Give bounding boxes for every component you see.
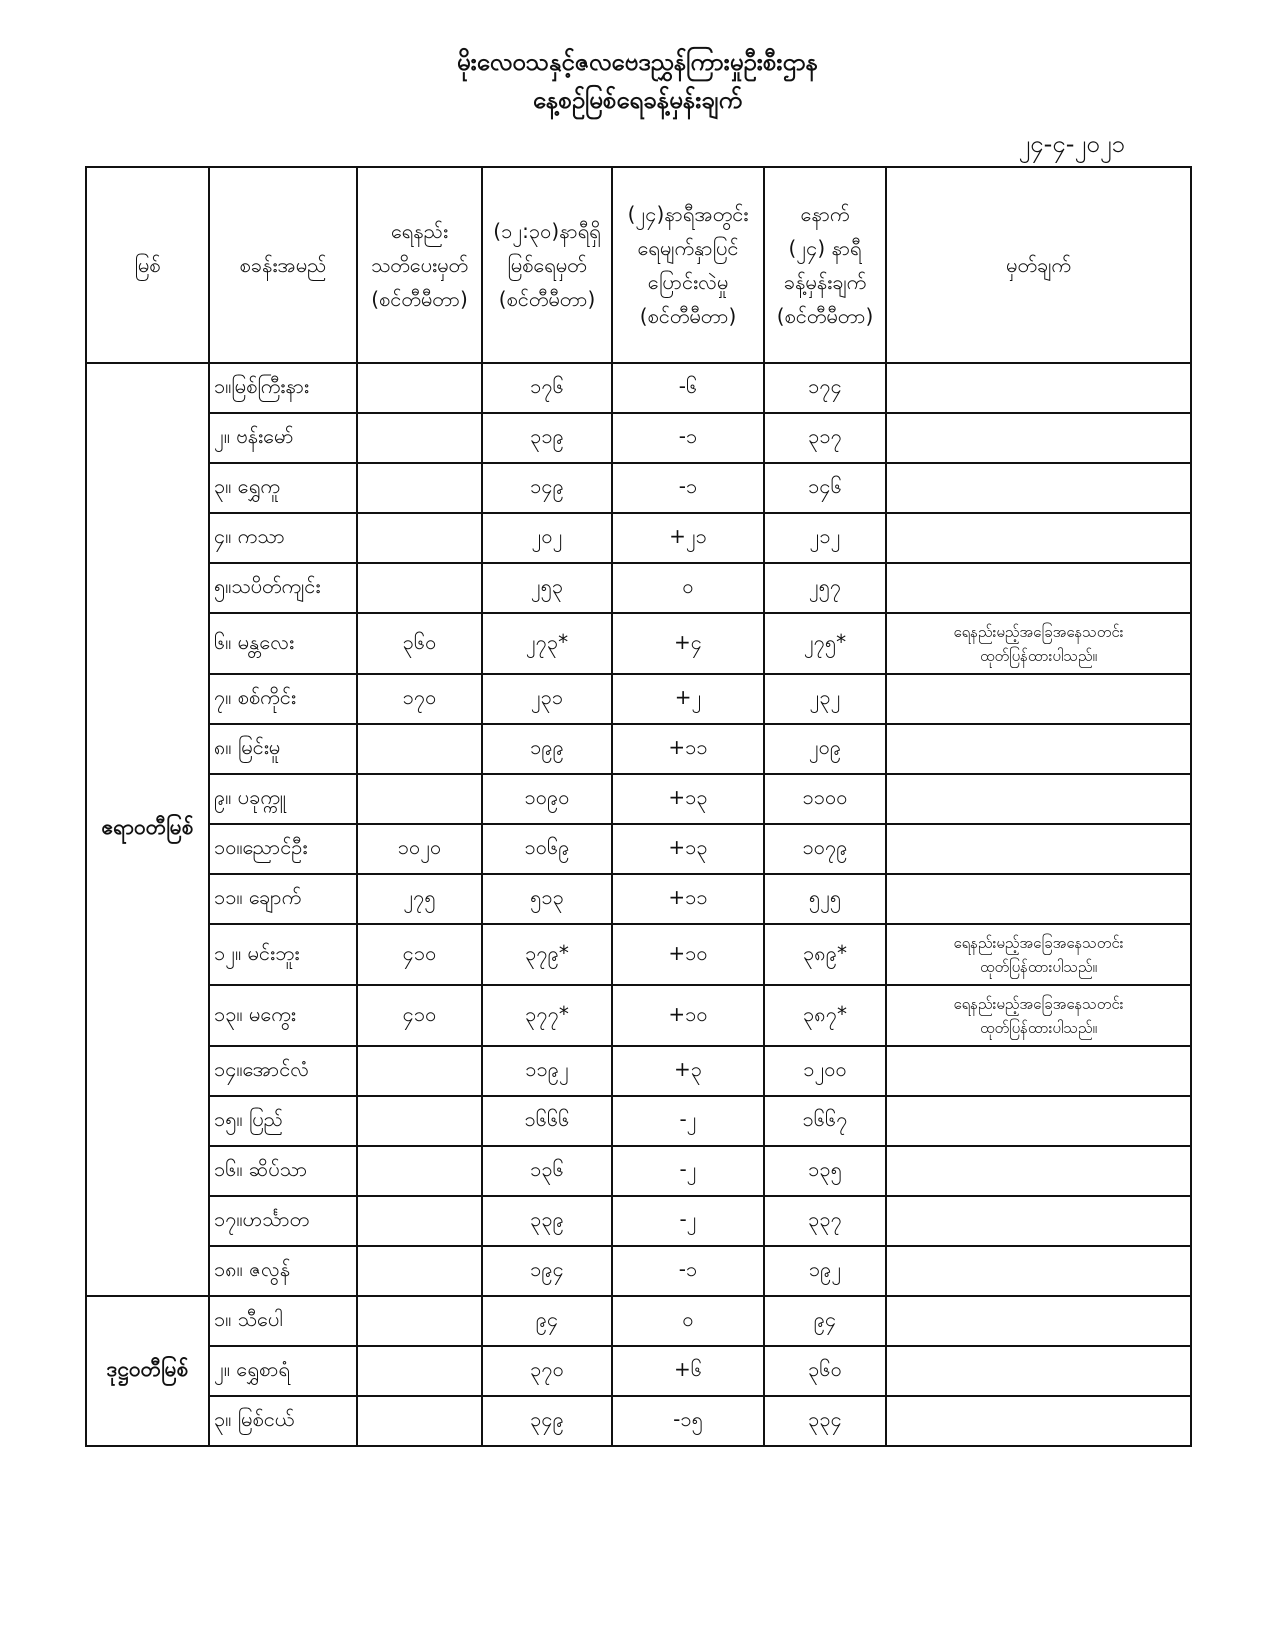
document-date: ၂၄-၄-၂၀၂၁: [1018, 130, 1125, 158]
danger-level-cell: [357, 1046, 482, 1096]
remark-line: ရေနည်းမည့်အခြေအနေသတင်း: [953, 622, 1124, 641]
danger-level-cell: [357, 1196, 482, 1246]
danger-level-cell: [357, 1096, 482, 1146]
change-cell: ၀: [612, 563, 764, 613]
col-header-remarks: မှတ်ချက်: [886, 167, 1191, 363]
change-cell: +၆: [612, 1346, 764, 1396]
table-row: [86, 1046, 1191, 1096]
remarks-cell: [886, 774, 1191, 824]
remarks-cell: [886, 613, 1191, 674]
water-level-cell: ၉၄: [482, 1296, 612, 1346]
water-level-cell: ၁၆၆၆: [482, 1096, 612, 1146]
remarks-cell: [886, 724, 1191, 774]
station-cell: ၁၈။ ဇလွန်: [209, 1246, 357, 1296]
change-cell: -၂: [612, 1196, 764, 1246]
water-level-cell: ၂၇၃*: [482, 613, 612, 674]
change-cell: +၁၀: [612, 985, 764, 1046]
danger-level-cell: [357, 363, 482, 413]
remarks-cell: [886, 413, 1191, 463]
water-level-cell: ၁၉၄: [482, 1246, 612, 1296]
remarks-cell: [886, 1096, 1191, 1146]
station-cell: ၁၂။ မင်းဘူး: [209, 924, 357, 985]
station-cell: ၂။ ဗန်းမော်: [209, 413, 357, 463]
col-header-river: မြစ်: [86, 167, 209, 363]
remarks-cell: [886, 563, 1191, 613]
table-row: [86, 1196, 1191, 1246]
danger-level-cell: [357, 513, 482, 563]
station-cell: ၁၆။ ဆိပ်သာ: [209, 1146, 357, 1196]
river-name-cell: ဧရာဝတီမြစ်: [86, 363, 209, 1296]
water-level-cell: ၃၇၀: [482, 1346, 612, 1396]
water-level-cell: ၃၃၉: [482, 1196, 612, 1246]
table-row: [86, 513, 1191, 563]
danger-level-cell: [357, 1346, 482, 1396]
change-cell: -၁: [612, 463, 764, 513]
forecast-cell: ၂၅၇: [764, 563, 886, 613]
water-level-cell: ၃၄၉: [482, 1396, 612, 1446]
col-header-danger-level: ရေနည်း သတိပေးမှတ် (စင်တီမီတာ): [357, 167, 482, 363]
remark-line: ရေနည်းမည့်အခြေအနေသတင်း: [953, 933, 1124, 952]
remarks-cell: [886, 363, 1191, 413]
station-cell: ၅။သပိတ်ကျင်း: [209, 563, 357, 613]
remarks-cell: [886, 513, 1191, 563]
document-title: မိုးလေဝသနှင့်ဇလဗေဒညွှန်ကြားမှုဦးစီးဌာန: [456, 48, 819, 76]
remarks-cell: [886, 1396, 1191, 1446]
water-level-cell: ၁၃၆: [482, 1146, 612, 1196]
water-level-cell: ၃၇၉*: [482, 924, 612, 985]
change-cell: -၆: [612, 363, 764, 413]
change-cell: +၁၃: [612, 774, 764, 824]
forecast-cell: ၁၇၄: [764, 363, 886, 413]
forecast-cell: ၃၈၉*: [764, 924, 886, 985]
forecast-cell: ၉၄: [764, 1296, 886, 1346]
forecast-cell: ၃၆၀: [764, 1346, 886, 1396]
remarks-cell: [886, 874, 1191, 924]
river-name-cell: ဒုဋ္ဌဝတီမြစ်: [86, 1296, 209, 1446]
station-cell: ၉။ ပခုက္ကူ: [209, 774, 357, 824]
water-level-cell: ၂၅၃: [482, 563, 612, 613]
station-cell: ၂။ ရွှေစာရံ: [209, 1346, 357, 1396]
table-row: [86, 1246, 1191, 1296]
table-row: [86, 774, 1191, 824]
water-level-cell: ၅၁၃: [482, 874, 612, 924]
station-cell: ၁၀။ညောင်ဦး: [209, 824, 357, 874]
danger-level-cell: [357, 1296, 482, 1346]
table-row: [86, 563, 1191, 613]
change-cell: ၀: [612, 1296, 764, 1346]
forecast-cell: ၁၉၂: [764, 1246, 886, 1296]
water-level-cell: ၁၉၉: [482, 724, 612, 774]
station-cell: ၁၄။အောင်လံ: [209, 1046, 357, 1096]
water-level-cell: ၂၀၂: [482, 513, 612, 563]
remark-line: ထုတ်ပြန်ထားပါသည်။: [979, 957, 1098, 976]
col-header-station: စခန်းအမည်: [209, 167, 357, 363]
forecast-cell: ၁၄၆: [764, 463, 886, 513]
danger-level-cell: [357, 1246, 482, 1296]
danger-level-cell: [357, 1396, 482, 1446]
water-level-cell: ၁၀၉၀: [482, 774, 612, 824]
change-cell: +၁၀: [612, 924, 764, 985]
remark-line: ရေနည်းမည့်အခြေအနေသတင်း: [953, 994, 1124, 1013]
remarks-cell: [886, 824, 1191, 874]
water-level-cell: ၃၁၉: [482, 413, 612, 463]
table-row: [86, 463, 1191, 513]
table-row: [86, 1296, 1191, 1346]
danger-level-cell: [357, 724, 482, 774]
forecast-cell: ၂၃၂: [764, 674, 886, 724]
danger-level-cell: [357, 463, 482, 513]
forecast-cell: ၅၂၅: [764, 874, 886, 924]
table-row: [86, 985, 1191, 1046]
remark-line: ထုတ်ပြန်ထားပါသည်။: [979, 646, 1098, 665]
station-cell: ၃။ ရွှေကူ: [209, 463, 357, 513]
change-cell: +၁၁: [612, 724, 764, 774]
water-level-cell: ၁၁၉၂: [482, 1046, 612, 1096]
remarks-cell: [886, 1046, 1191, 1096]
table-row: [86, 874, 1191, 924]
danger-level-cell: ၁၀၂၀: [357, 824, 482, 874]
water-level-cell: ၁၄၉: [482, 463, 612, 513]
table-row: [86, 1346, 1191, 1396]
table-row: [86, 924, 1191, 985]
station-cell: ၄။ ကသာ: [209, 513, 357, 563]
table-row: [86, 1396, 1191, 1446]
col-header-forecast: နောက် (၂၄) နာရီ ခန့်မှန်းချက် (စင်တီမီတာ): [764, 167, 886, 363]
table-row: [86, 613, 1191, 674]
forecast-cell: ၁၆၆၇: [764, 1096, 886, 1146]
station-cell: ၃။ မြစ်ငယ်: [209, 1396, 357, 1446]
water-level-cell: ၃၇၇*: [482, 985, 612, 1046]
change-cell: +၁၃: [612, 824, 764, 874]
col-header-water-level: (၁၂:၃၀)နာရီရှိ မြစ်ရေမှတ် (စင်တီမီတာ): [482, 167, 612, 363]
station-cell: ၁၅။ ပြည်: [209, 1096, 357, 1146]
change-cell: +၂၁: [612, 513, 764, 563]
document-subtitle: နေ့စဉ်မြစ်ရေခန့်မှန်းချက်: [532, 86, 743, 114]
station-cell: ၇။ စစ်ကိုင်း: [209, 674, 357, 724]
change-cell: +၃: [612, 1046, 764, 1096]
header-row: [86, 167, 1191, 363]
danger-level-cell: ၄၁၀: [357, 924, 482, 985]
forecast-cell: ၃၁၇: [764, 413, 886, 463]
col-header-change: (၂၄)နာရီအတွင်း ရေမျက်နှာပြင် ပြောင်းလဲမှု (စင်တီမီတာ): [612, 167, 764, 363]
forecast-table: [85, 166, 1192, 1447]
table-row: [86, 674, 1191, 724]
remarks-cell: [886, 924, 1191, 985]
table-row: [86, 1096, 1191, 1146]
change-cell: -၁: [612, 413, 764, 463]
table-row: [86, 724, 1191, 774]
remarks-cell: [886, 985, 1191, 1046]
table-row: [86, 824, 1191, 874]
station-cell: ၆။ မန္တလေး: [209, 613, 357, 674]
danger-level-cell: [357, 1146, 482, 1196]
forecast-cell: ၂၀၉: [764, 724, 886, 774]
remarks-cell: [886, 463, 1191, 513]
water-level-cell: ၁၇၆: [482, 363, 612, 413]
station-cell: ၁၃။ မကွေး: [209, 985, 357, 1046]
station-cell: ၁။မြစ်ကြီးနား: [209, 363, 357, 413]
remarks-cell: [886, 1196, 1191, 1246]
forecast-cell: ၁၃၅: [764, 1146, 886, 1196]
danger-level-cell: ၂၇၅: [357, 874, 482, 924]
table-row: [86, 363, 1191, 413]
change-cell: -၁: [612, 1246, 764, 1296]
remarks-cell: [886, 1146, 1191, 1196]
table-row: [86, 413, 1191, 463]
forecast-cell: ၁၀၇၉: [764, 824, 886, 874]
water-level-cell: ၁၀၆၉: [482, 824, 612, 874]
table-row: [86, 1146, 1191, 1196]
change-cell: +၂: [612, 674, 764, 724]
forecast-cell: ၂၇၅*: [764, 613, 886, 674]
danger-level-cell: [357, 774, 482, 824]
danger-level-cell: ၃၆၀: [357, 613, 482, 674]
change-cell: -၂: [612, 1146, 764, 1196]
forecast-cell: ၃၃၄: [764, 1396, 886, 1446]
forecast-cell: ၃၃၇: [764, 1196, 886, 1246]
table-body: [86, 363, 1191, 1446]
forecast-cell: ၁၁၀၀: [764, 774, 886, 824]
forecast-cell: ၃၈၇*: [764, 985, 886, 1046]
danger-level-cell: ၄၁၀: [357, 985, 482, 1046]
change-cell: -၁၅: [612, 1396, 764, 1446]
danger-level-cell: ၁၇၀: [357, 674, 482, 724]
forecast-cell: ၁၂၀၀: [764, 1046, 886, 1096]
station-cell: ၈။ မြင်းမူ: [209, 724, 357, 774]
remarks-cell: [886, 1346, 1191, 1396]
remarks-cell: [886, 674, 1191, 724]
forecast-cell: ၂၁၂: [764, 513, 886, 563]
change-cell: +၁၁: [612, 874, 764, 924]
danger-level-cell: [357, 413, 482, 463]
remarks-cell: [886, 1246, 1191, 1296]
station-cell: ၁၇။ဟင်္သာတ: [209, 1196, 357, 1246]
remarks-cell: [886, 1296, 1191, 1346]
change-cell: -၂: [612, 1096, 764, 1146]
station-cell: ၁။ သီပေါ: [209, 1296, 357, 1346]
station-cell: ၁၁။ ချောက်: [209, 874, 357, 924]
remark-line: ထုတ်ပြန်ထားပါသည်။: [979, 1018, 1098, 1037]
water-level-cell: ၂၃၁: [482, 674, 612, 724]
change-cell: +၄: [612, 613, 764, 674]
danger-level-cell: [357, 563, 482, 613]
